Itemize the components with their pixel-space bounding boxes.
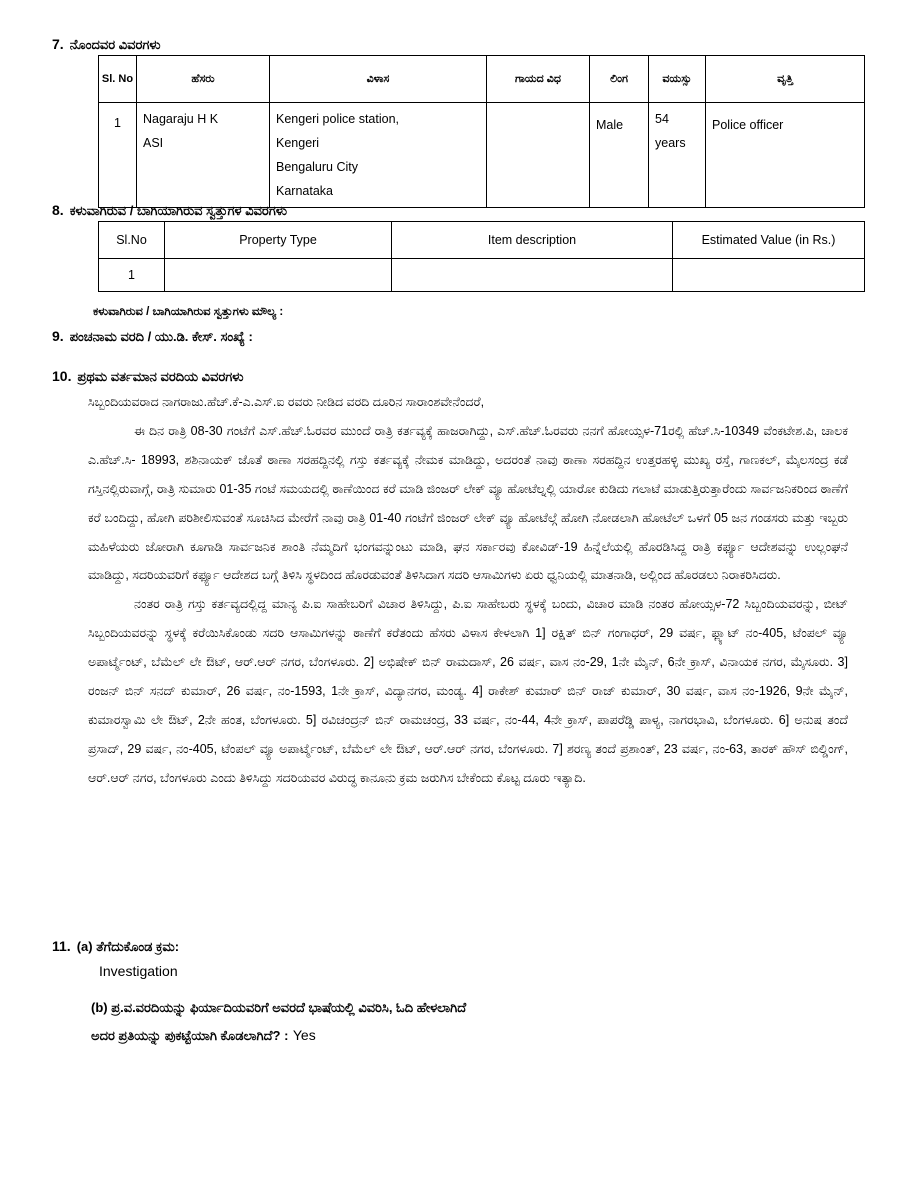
col-header: Sl.No	[99, 222, 165, 259]
action-taken-value: Investigation	[99, 963, 178, 979]
section-7-heading: 7. ನೊಂದವರ ವಿವರಗಳು	[52, 36, 161, 52]
col-header: ಹೆಸರು	[137, 56, 270, 103]
cell-injury	[487, 103, 590, 208]
cell-gender: Male	[590, 103, 649, 208]
victim-table	[98, 55, 865, 208]
narrative-paragraph: ನಂತರ ರಾತ್ರಿ ಗಸ್ತು ಕರ್ತವ್ಯದಲ್ಲಿದ್ದ ಮಾನ್ಯ ಪಿ.ಐ ಸಾಹೇಬರಿಗೆ ವಿಚಾರ ತಿಳಿಸಿದ್ದು, ಪಿ.ಐ ಸಾಹೇಬರು ಸ್ಥಳಕ್ಕೆ ಬಂದು, ವಿಚಾರ ಮಾಡಿ ನಂತರ ಹೋಯ್ಸಳ-72 ಸಿಬ್ಬಂದಿಯವರನ್ನು, ಬೀಟ್ ಸಿಬ್ಬಂದಿಯವರನ್ನು ಸ್ಥಳಕ್ಕೆ ಕರೆಯಿಸಿಕೊಂಡು ಸದರಿ ಆಸಾಮಿಗಳನ್ನು ಠಾಣೆಗೆ ಕರೆತಂದು ಹೆಸರು ವಿಳಾಸ ಕೇಳಲಾಗಿ 1] ರಕ್ಷಿತ್ ಬಿನ್ ಗಂಗಾಧರ್, 29 ವರ್ಷ, ಫ್ಲ್ಯಾಟ್ ನಂ-405, ಟೆಂಪಲ್ ವ್ಯೂ ಅಪಾರ್ಟ್ಮೆಂಟ್, ಬೆಮೆಲ್ ಲೇ ಔಟ್, ಆರ್.ಆರ್ ನಗರ, ಬೆಂಗಳೂರು. 2] ಅಭಿಷೇಕ್ ಬಿನ್ ರಾಮದಾಸ್, 26 ವರ್ಷ, ವಾಸ ನಂ-29, 1ನೇ ಮೈನ್, 6ನೇ ಕ್ರಾಸ್, ವಿನಾಯಕ ನಗರ, ಮೈಸೂರು. 3] ರಂಜನ್ ಬಿನ್ ಸನದ್ ಕುಮಾರ್, 26 ವರ್ಷ, ನಂ-1593, 1ನೇ ಕ್ರಾಸ್, ವಿದ್ಯಾನಗರ, ಮಂಡ್ಯ. 4] ರಾಕೇಶ್ ಕುಮಾರ್ ಬಿನ್ ರಾಜ್ ಕುಮಾರ್, 30 ವರ್ಷ, ವಾಸ ನಂ-1926, 9ನೇ ಮೈನ್, ಕುಮಾರಸ್ವಾಮಿ ಲೇ ಔಟ್, 2ನೇ ಹಂತ, ಬೆಂಗಳೂರು. 5] ರವಿಚಂದ್ರನ್ ಬಿನ್ ರಾಮಚಂದ್ರ, 33 ವರ್ಷ, ನಂ-44, 4ನೇ ಕ್ರಾಸ್, ಪಾಪರೆಡ್ಡಿ ಪಾಳ್ಯ, ನಾಗರಭಾವಿ, ಬೆಂಗಳೂರು. 6] ಅನುಷ ತಂದೆ ಪ್ರಸಾದ್, 29 ವರ್ಷ, ನಂ-405, ಟೆಂಪಲ್ ವ್ಯೂ ಅಪಾರ್ಟ್ಮೆಂಟ್, ಬೆಮೆಲ್ ಲೇ ಔಟ್, ಆರ್.ಆರ್ ನಗರ, ಬೆಂಗಳೂರು. 7] ಶರಣ್ಯ ತಂದೆ ಪ್ರಶಾಂತ್, 23 ವರ್ಷ, ನಂ-63, ತಾರಕ್ ಹೌಸ್ ಬಿಲ್ಡಿಂಗ್, ಆರ್.ಆರ್ ನಗರ, ಬೆಂಗಳೂರು ಎಂದು ತಿಳಿಸಿದ್ದು ಸದರಿಯವರ ವಿರುದ್ಧ ಕಾನೂನು ಕ್ರಮ ಜರುಗಿಸ ಬೇಕೆಂದು ಕೊಟ್ಟ ದೂರು ಇತ್ಯಾದಿ.	[88, 597, 848, 785]
table-header-row	[99, 222, 865, 259]
col-header: ವಿಳಾಸ	[270, 56, 487, 103]
col-header: Estimated Value (in Rs.)	[673, 222, 865, 259]
cell-value	[673, 259, 865, 292]
copy-given-value: Yes	[292, 1027, 316, 1043]
cell-type	[165, 259, 392, 292]
table-row	[99, 103, 865, 208]
narrative-paragraph: ಈ ದಿನ ರಾತ್ರಿ 08-30 ಗಂಟೆಗೆ ಎಸ್.ಹೆಚ್.ಓರವರ ಮುಂದೆ ರಾತ್ರಿ ಕರ್ತವ್ಯಕ್ಕೆ ಹಾಜರಾಗಿದ್ದು, ಎಸ್.ಹೆಚ್.ಓರವರು ನನಗೆ ಹೋಯ್ಸಳ-71ರಲ್ಲಿ ಹೆಚ್.ಸಿ-10349 ವೆಂಕಟೇಶ.ಪಿ, ಚಾಲಕ ಎ.ಹೆಚ್.ಸಿ- 18993, ಶಶಿನಾಯಕ್ ಜೊತೆ ಠಾಣಾ ಸರಹದ್ದಿನಲ್ಲಿ ಗಸ್ತು ಕರ್ತವ್ಯಕ್ಕೆ ನೇಮಕ ಮಾಡಿದ್ದು, ಅದರಂತೆ ನಾವು ಠಾಣಾ ಸರಹದ್ದಿನ ಉತ್ತರಹಳ್ಳಿ ಮುಖ್ಯ ರಸ್ತೆ, ಗಾಣಕಲ್, ಮೈಲಸಂದ್ರ ಕಡೆ ಗಸ್ತಿನಲ್ಲಿರುವಾಗ್ಗೆ, ರಾತ್ರಿ ಸುಮಾರು 01-35 ಗಂಟೆ ಸಮಯದಲ್ಲಿ ಠಾಣೆಯಿಂದ ಕರೆ ಮಾಡಿ ಜಿಂಜರ್ ಲೇಕ್ ವ್ಯೂ ಹೋಟೆಲ್ನಲ್ಲಿ ಯಾರೋ ಕುಡಿದು ಗಲಾಟೆ ಮಾಡುತ್ತಿರುತ್ತಾರೆಂದು ಸಾರ್ವಜನಿಕರಿಂದ ಠಾಣೆಗೆ ಕರೆ ಬಂದಿದ್ದು, ಹೋಗಿ ಪರಿಶೀಲಿಸುವಂತೆ ಸೂಚಿಸಿದ ಮೇರೆಗೆ ನಾವು ರಾತ್ರಿ 01-40 ಗಂಟೆಗೆ ಜಿಂಜರ್ ಲೇಕ್ ವ್ಯೂ ಹೋಟೆಲ್ಗೆ ಹೋಗಿ ನೋಡಲಾಗಿ ಹೋಟೆಲ್ ಒಳಗೆ 05 ಜನ ಗಂಡಸರು ಮತ್ತು ಇಬ್ಬರು ಮಹಿಳೆಯರು ಜೋರಾಗಿ ಕೂಗಾಡಿ ಸಾರ್ವಜನಿಕ ಶಾಂತಿ ನೆಮ್ಮದಿಗೆ ಭಂಗವನ್ನುಂಟು ಮಾಡಿ, ಘನ ಸರ್ಕಾರವು ಕೋವಿಡ್-19 ಹಿನ್ನೆಲೆಯಲ್ಲಿ ಹೊರಡಿಸಿದ್ದ ರಾತ್ರಿ ಕರ್ಫ್ಯೂ ಆದೇಶವನ್ನು ಉಲ್ಲಂಘನೆ ಮಾಡಿದ್ದು, ಸದರಿಯವರಿಗೆ ಕರ್ಫ್ಯೂ ಆದೇಶದ ಬಗ್ಗೆ ತಿಳಿಸಿ ಸ್ಥಳದಿಂದ ಹೊರಡುವಂತೆ ತಿಳಿಸಿದಾಗ ಸದರಿ ಆಸಾಮಿಗಳು ಏರು ಧ್ವನಿಯಲ್ಲಿ ಮಾತನಾಡಿ, ಅಲ್ಲಿಂದ ಹೊರಡಲು ನಿರಾಕರಿಸಿದರು.	[88, 423, 848, 583]
property-value-note: ಕಳುವಾಗಿರುವ / ಬಾಗಿಯಾಗಿರುವ ಸ್ವತ್ತುಗಳು ಮೌಲ್ಯ :	[93, 306, 284, 318]
cell-age: 54 years	[649, 103, 706, 208]
col-header: Sl. No	[99, 56, 137, 103]
copy-given-row: ಅದರ ಪ್ರತಿಯನ್ನು ಪುಕಟ್ಟೆಯಾಗಿ ಕೊಡಲಾಗಿದೆ? : Yes	[91, 1027, 316, 1043]
cell-sl: 1	[99, 103, 137, 208]
col-header: ವೃತ್ತಿ	[706, 56, 865, 103]
cell-occupation: Police officer	[706, 103, 865, 208]
section-10-heading: 10. ಪ್ರಥಮ ವರ್ತಮಾನ ವರದಿಯ ವಿವರಗಳು	[52, 368, 244, 384]
table-row	[99, 259, 865, 292]
section-8-heading: 8. ಕಳುವಾಗಿರುವ / ಬಾಗಿಯಾಗಿರುವ ಸ್ವತ್ತುಗಳ ವಿವರಗಳು	[52, 202, 288, 218]
cell-name: Nagaraju H K ASI	[137, 103, 270, 208]
cell-sl: 1	[99, 259, 165, 292]
cell-address: Kengeri police station, Kengeri Bengaluru City Karnataka	[270, 103, 487, 208]
section-9-heading: 9. ಪಂಚನಾಮ ವರದಿ / ಯು.ಡಿ. ಕೇಸ್. ಸಂಖ್ಯೆ :	[52, 328, 253, 344]
col-header: ವಯಸ್ಸು	[649, 56, 706, 103]
property-table	[98, 221, 865, 292]
table-header-row	[99, 56, 865, 103]
narrative-intro: ಸಿಬ್ಬಂದಿಯವರಾದ ನಾಗರಾಜು.ಹೆಚ್.ಕೆ-ಎ.ಎಸ್.ಐ ರವರು ನೀಡಿದ ವರದಿ ದೂರಿನ ಸಾರಾಂಶವೇನೆಂದರೆ,	[88, 395, 485, 409]
col-header: ಗಾಯದ ವಿಧ	[487, 56, 590, 103]
col-header: Item description	[392, 222, 673, 259]
col-header: ಲಿಂಗ	[590, 56, 649, 103]
section-11-heading: 11. (a) ತೆಗೆದುಕೊಂಡ ಕ್ರಮ:	[52, 938, 180, 954]
cell-desc	[392, 259, 673, 292]
fir-narrative	[88, 388, 848, 793]
explained-label: (b) ಪ್ರ.ವ.ವರದಿಯನ್ನು ಫಿರ್ಯಾದಿಯವರಿಗೆ ಅವರದೆ ಭಾಷೆಯಲ್ಲಿ ವಿವರಿಸಿ, ಓದಿ ಹೇಳಲಾಗಿದೆ	[91, 1000, 467, 1015]
col-header: Property Type	[165, 222, 392, 259]
